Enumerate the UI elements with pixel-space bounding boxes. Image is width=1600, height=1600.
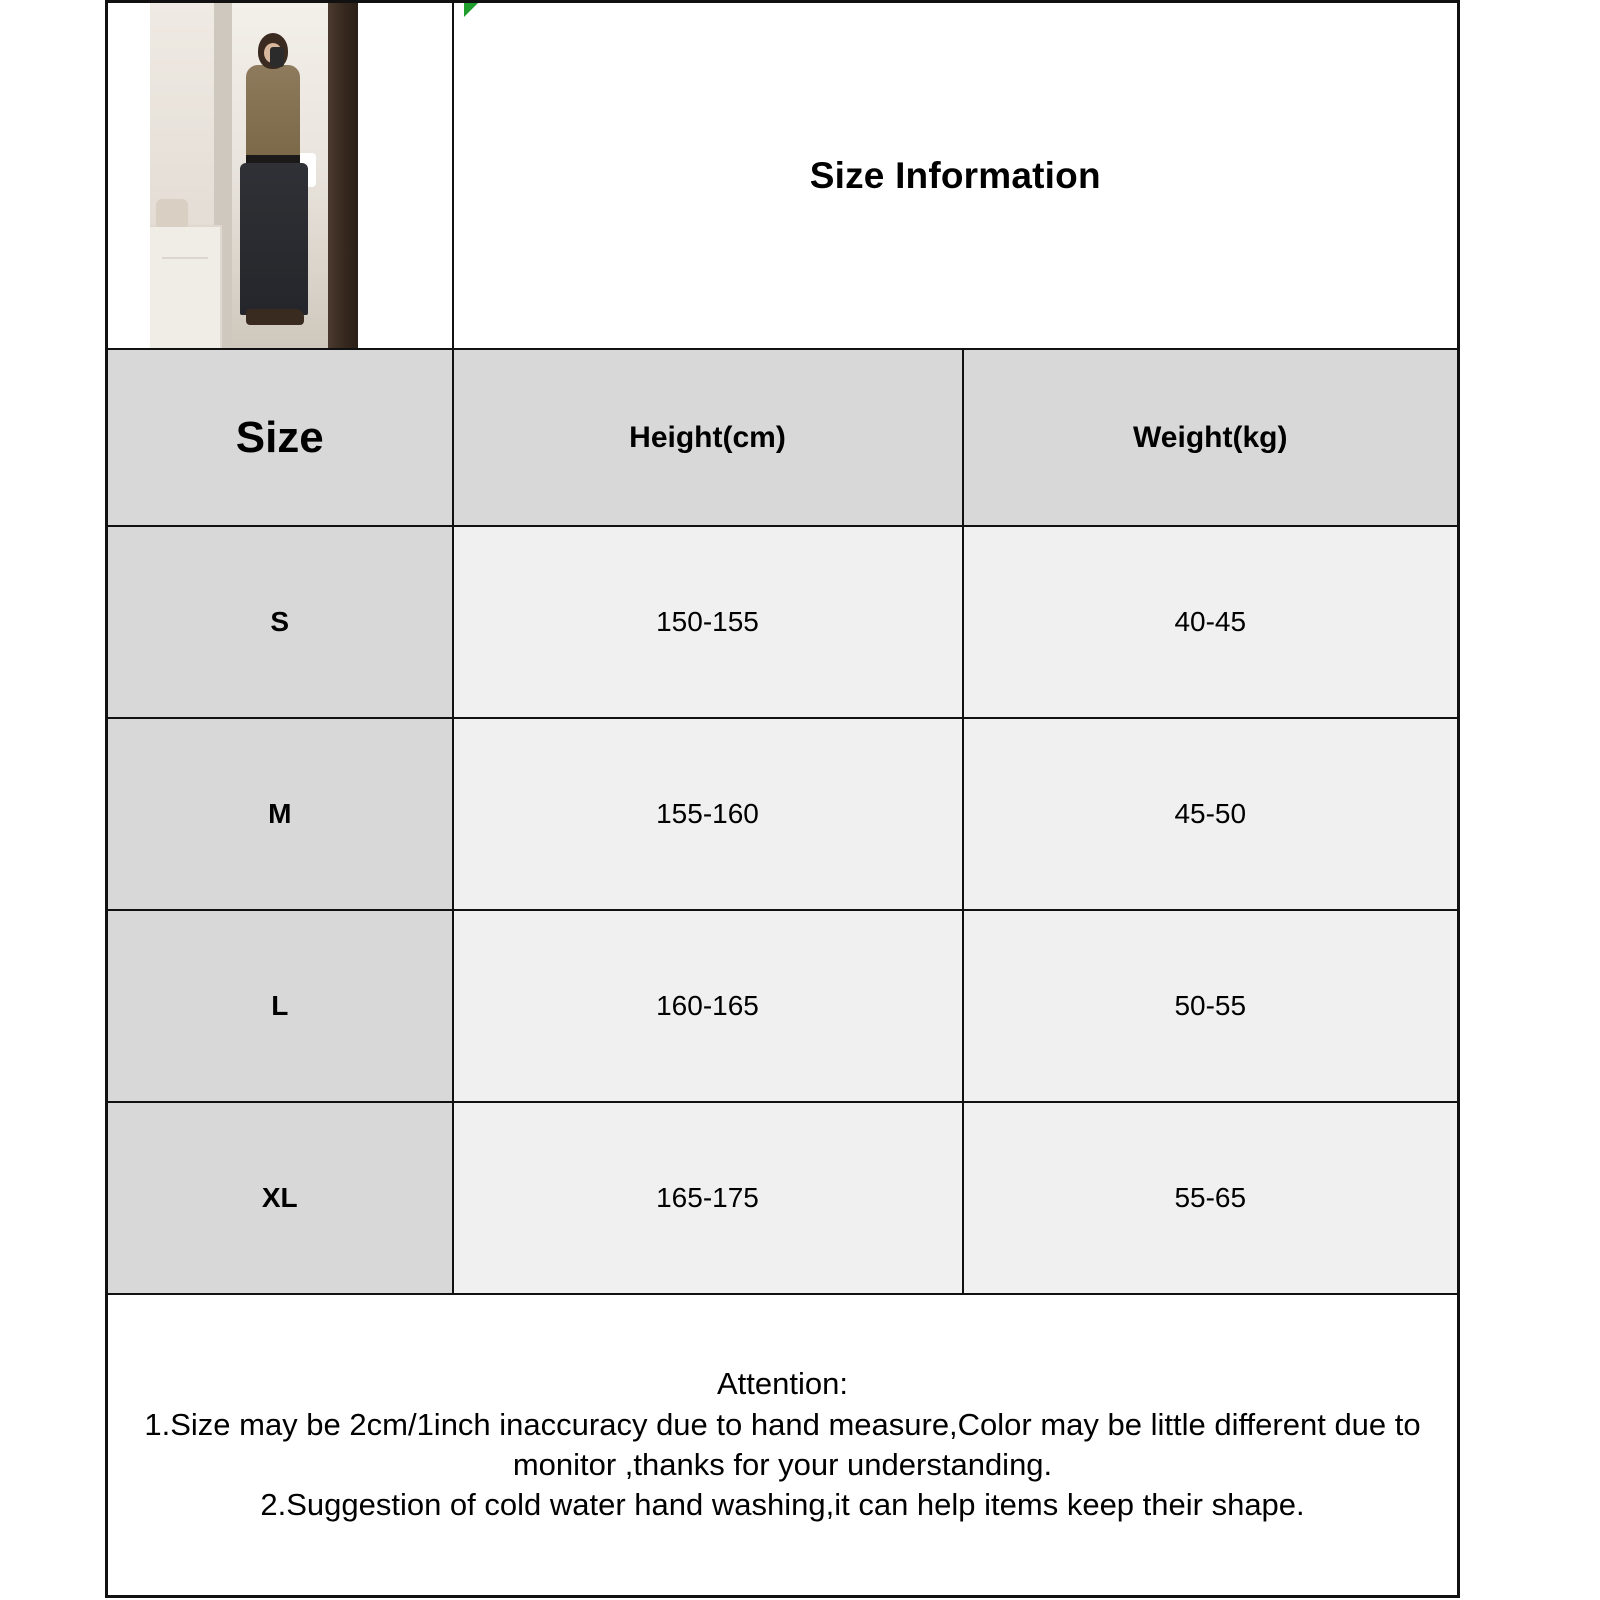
product-photo xyxy=(150,3,358,348)
column-header-height xyxy=(453,349,963,526)
row-weight-l: 50-55 xyxy=(963,910,1459,1102)
attention-note-2: 2.Suggestion of cold water hand washing,it can help items keep their shape. xyxy=(260,1487,1305,1523)
table-row xyxy=(107,718,1459,910)
photo-cabinet xyxy=(150,225,222,348)
row-height-l: 160-165 xyxy=(453,910,963,1102)
column-header-height-label: Height(cm) xyxy=(629,420,786,454)
photo-model-pants xyxy=(240,163,308,315)
table-header-row xyxy=(107,2,1459,350)
table-row xyxy=(107,1102,1459,1294)
row-size-m: M xyxy=(107,718,453,910)
row-height-s: 150-155 xyxy=(453,526,963,718)
row-weight-xl: 55-65 xyxy=(963,1102,1459,1294)
row-size-s: S xyxy=(107,526,453,718)
green-corner-marker-icon xyxy=(464,3,478,17)
photo-model-top xyxy=(246,65,300,161)
column-header-size xyxy=(107,349,453,526)
column-header-row xyxy=(107,349,1459,526)
photo-plant xyxy=(156,199,188,227)
column-header-weight-label: Weight(kg) xyxy=(1133,420,1288,454)
row-size-l: L xyxy=(107,910,453,1102)
row-weight-m: 45-50 xyxy=(963,718,1459,910)
attention-note-1: 1.Size may be 2cm/1inch inaccuracy due to hand measure,Color may be little different due to monitor ,thanks for your understanding. xyxy=(144,1406,1430,1482)
photo-model-shoes xyxy=(246,309,304,325)
row-size-xl: XL xyxy=(107,1102,453,1294)
size-information-table xyxy=(105,0,1460,1598)
product-photo-cell xyxy=(107,2,453,350)
attention-cell xyxy=(107,1294,1459,1597)
attention-heading: Attention: xyxy=(717,1366,848,1402)
table-row xyxy=(107,526,1459,718)
column-header-size-label: Size xyxy=(235,412,324,462)
title-cell xyxy=(453,2,1459,350)
attention-row xyxy=(107,1294,1459,1597)
photo-model-phone xyxy=(270,47,284,67)
page-title: Size Information xyxy=(809,154,1101,196)
photo-dark-frame xyxy=(328,3,358,348)
row-weight-s: 40-45 xyxy=(963,526,1459,718)
row-height-xl: 165-175 xyxy=(453,1102,963,1294)
row-height-m: 155-160 xyxy=(453,718,963,910)
table-row xyxy=(107,910,1459,1102)
column-header-weight xyxy=(963,349,1459,526)
